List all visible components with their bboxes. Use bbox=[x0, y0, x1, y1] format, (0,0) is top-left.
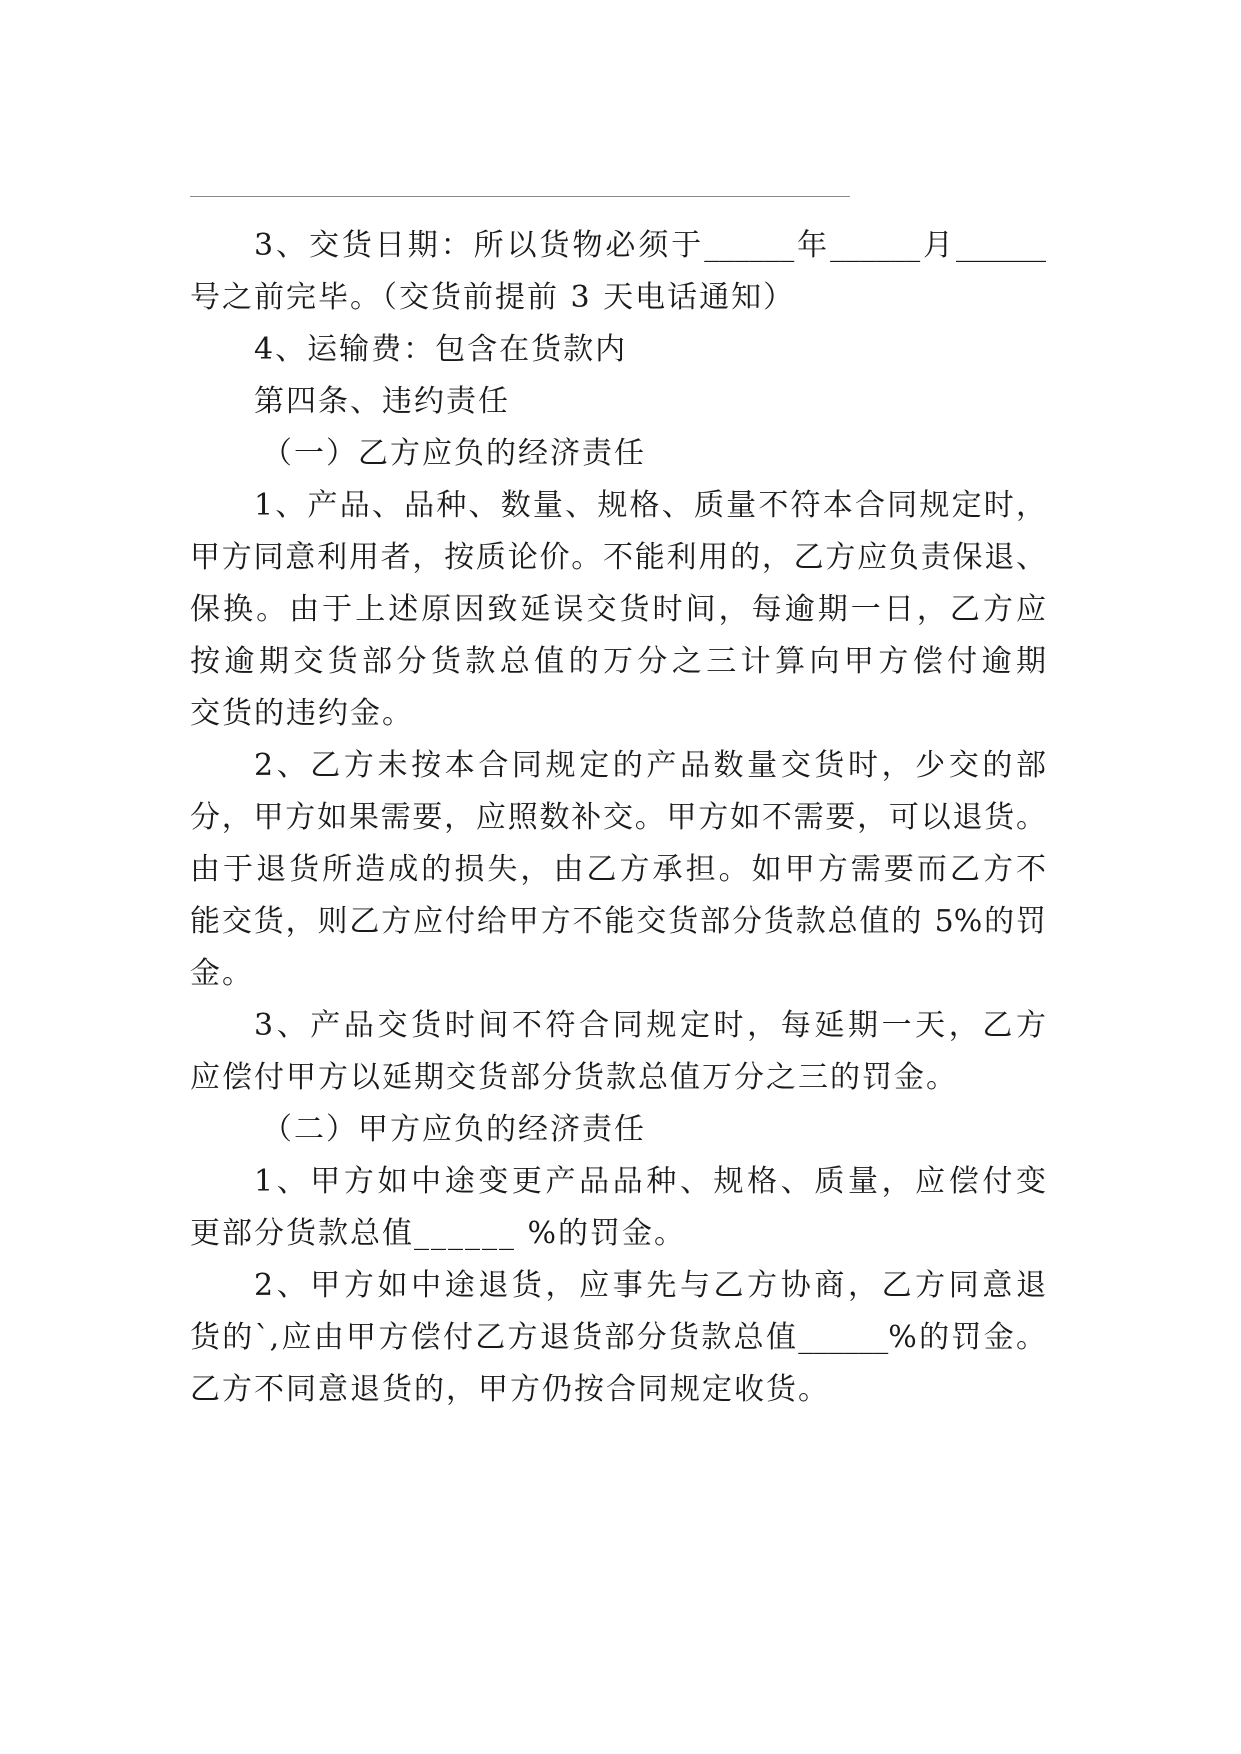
delivery-date-clause-line-2: 号之前完毕。（交货前提前 3 天电话通知） bbox=[190, 280, 796, 315]
party-b-item-2-line-2: 分，甲方如果需要，应照数补交。甲方如不需要，可以退货。 bbox=[190, 800, 1046, 835]
party-b-item-2-line-4: 能交货，则乙方应付给甲方不能交货部分货款总值的 5%的罚 bbox=[190, 904, 1046, 939]
party-b-item-1-line-4: 按逾期交货部分货款总值的万分之三计算向甲方偿付逾期 bbox=[190, 644, 1046, 679]
party-b-item-2-line-5: 金。 bbox=[190, 956, 254, 991]
party-b-liability-heading: （一）乙方应负的经济责任 bbox=[262, 436, 646, 471]
party-b-item-2-line-1: 2、乙方未按本合同规定的产品数量交货时，少交的部 bbox=[254, 748, 1046, 783]
party-b-item-1-line-1: 1、产品、品种、数量、规格、质量不符本合同规定时， bbox=[254, 488, 1046, 523]
party-a-item-1-line-1: 1、甲方如中途变更产品品种、规格、质量，应偿付变 bbox=[254, 1164, 1046, 1199]
party-a-item-2-line-2: 货的`,应由甲方偿付乙方退货部分货款总值______%的罚金。 bbox=[190, 1320, 1046, 1355]
party-a-liability-heading: （二）甲方应负的经济责任 bbox=[262, 1112, 646, 1147]
party-a-item-2-line-3: 乙方不同意退货的，甲方仍按合同规定收货。 bbox=[190, 1372, 830, 1407]
party-b-item-3-line-1: 3、产品交货时间不符合同规定时，每延期一天，乙方 bbox=[254, 1008, 1046, 1043]
party-b-item-3-line-2: 应偿付甲方以延期交货部分货款总值万分之三的罚金。 bbox=[190, 1060, 958, 1095]
party-b-item-1-line-3: 保换。由于上述原因致延误交货时间，每逾期一日，乙方应 bbox=[190, 592, 1046, 627]
party-a-item-2-line-1: 2、甲方如中途退货，应事先与乙方协商，乙方同意退 bbox=[254, 1268, 1046, 1303]
party-b-item-1-line-2: 甲方同意利用者，按质论价。不能利用的，乙方应负责保退、 bbox=[190, 540, 1046, 575]
party-b-item-2-line-3: 由于退货所造成的损失，由乙方承担。如甲方需要而乙方不 bbox=[190, 852, 1046, 887]
article-four-heading: 第四条、违约责任 bbox=[254, 384, 510, 419]
transport-fee-clause: 4、运输费：包含在货款内 bbox=[254, 332, 628, 367]
party-b-item-1-line-5: 交货的违约金。 bbox=[190, 696, 414, 731]
party-a-item-1-line-2: 更部分货款总值______ %的罚金。 bbox=[190, 1216, 687, 1251]
top-rule bbox=[190, 196, 850, 197]
delivery-date-clause-line-1: 3、交货日期：所以货物必须于______年______月______ bbox=[254, 228, 1046, 263]
